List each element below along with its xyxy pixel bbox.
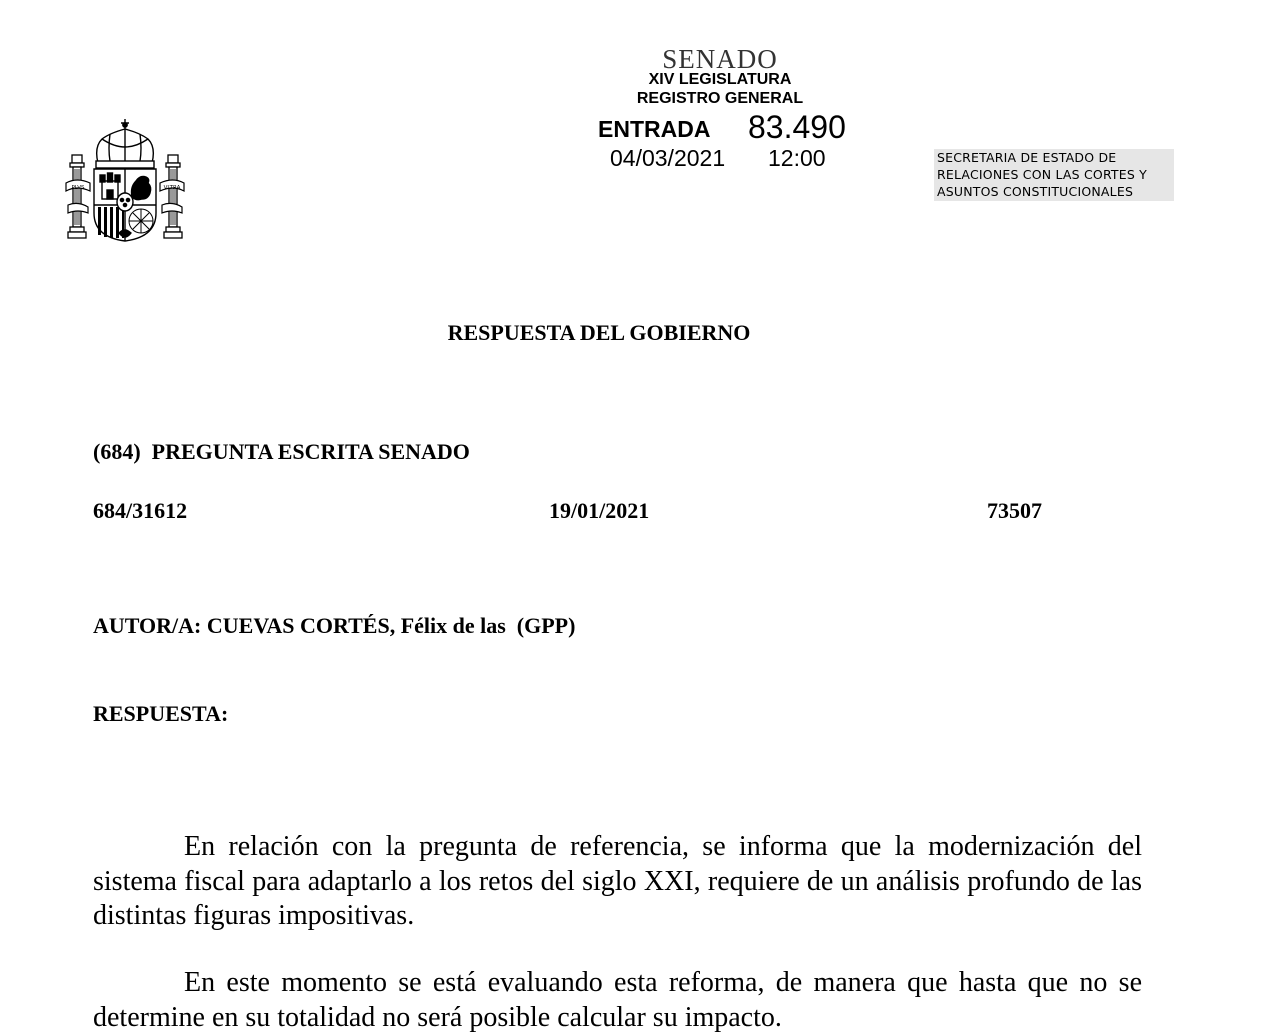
response-paragraph: En este momento se está evaluando esta reforma, de manera que hasta que no se determine en su totalidad no será posible calcular su impacto. [93, 967, 1142, 1033]
secretaria-label-box [934, 149, 1174, 201]
secretaria-line: ASUNTOS CONSTITUCIONALES [937, 184, 1134, 199]
secretaria-line: RELACIONES CON LAS CORTES Y [937, 167, 1147, 182]
stamp-entry-number: 83.490 [748, 109, 846, 145]
stamp-time: 12:00 [768, 145, 826, 171]
author-line: AUTOR/A: CUEVAS CORTÉS, Félix de las (GPP) [93, 613, 576, 638]
secretaria-line: SECRETARIA DE ESTADO DE [937, 150, 1117, 165]
stamp-registry: REGISTRO GENERAL [636, 90, 804, 107]
spain-coat-of-arms-icon [64, 117, 186, 243]
response-label: RESPUESTA: [93, 701, 229, 726]
reference-number: 684/31612 [93, 498, 188, 523]
reference-code: 73507 [987, 498, 1042, 523]
stamp-entry-label: ENTRADA [598, 116, 711, 142]
stamp-institution: SENADO [662, 44, 778, 74]
document-title: RESPUESTA DEL GOBIERNO [447, 320, 751, 345]
stamp-legislature: XIV LEGISLATURA [648, 71, 792, 88]
response-paragraph: En relación con la pregunta de referencia, se informa que la modernización del sistema fiscal para adaptarlo a los retos del siglo XXI, requiere de un análisis profundo de las distintas figuras impositivas. [93, 831, 1142, 931]
motto-right: VLTRA [163, 185, 181, 191]
reference-date: 19/01/2021 [549, 498, 650, 523]
motto-left: PLVS [71, 185, 85, 191]
question-type: (684) PREGUNTA ESCRITA SENADO [93, 439, 470, 464]
stamp-date: 04/03/2021 [610, 145, 726, 171]
